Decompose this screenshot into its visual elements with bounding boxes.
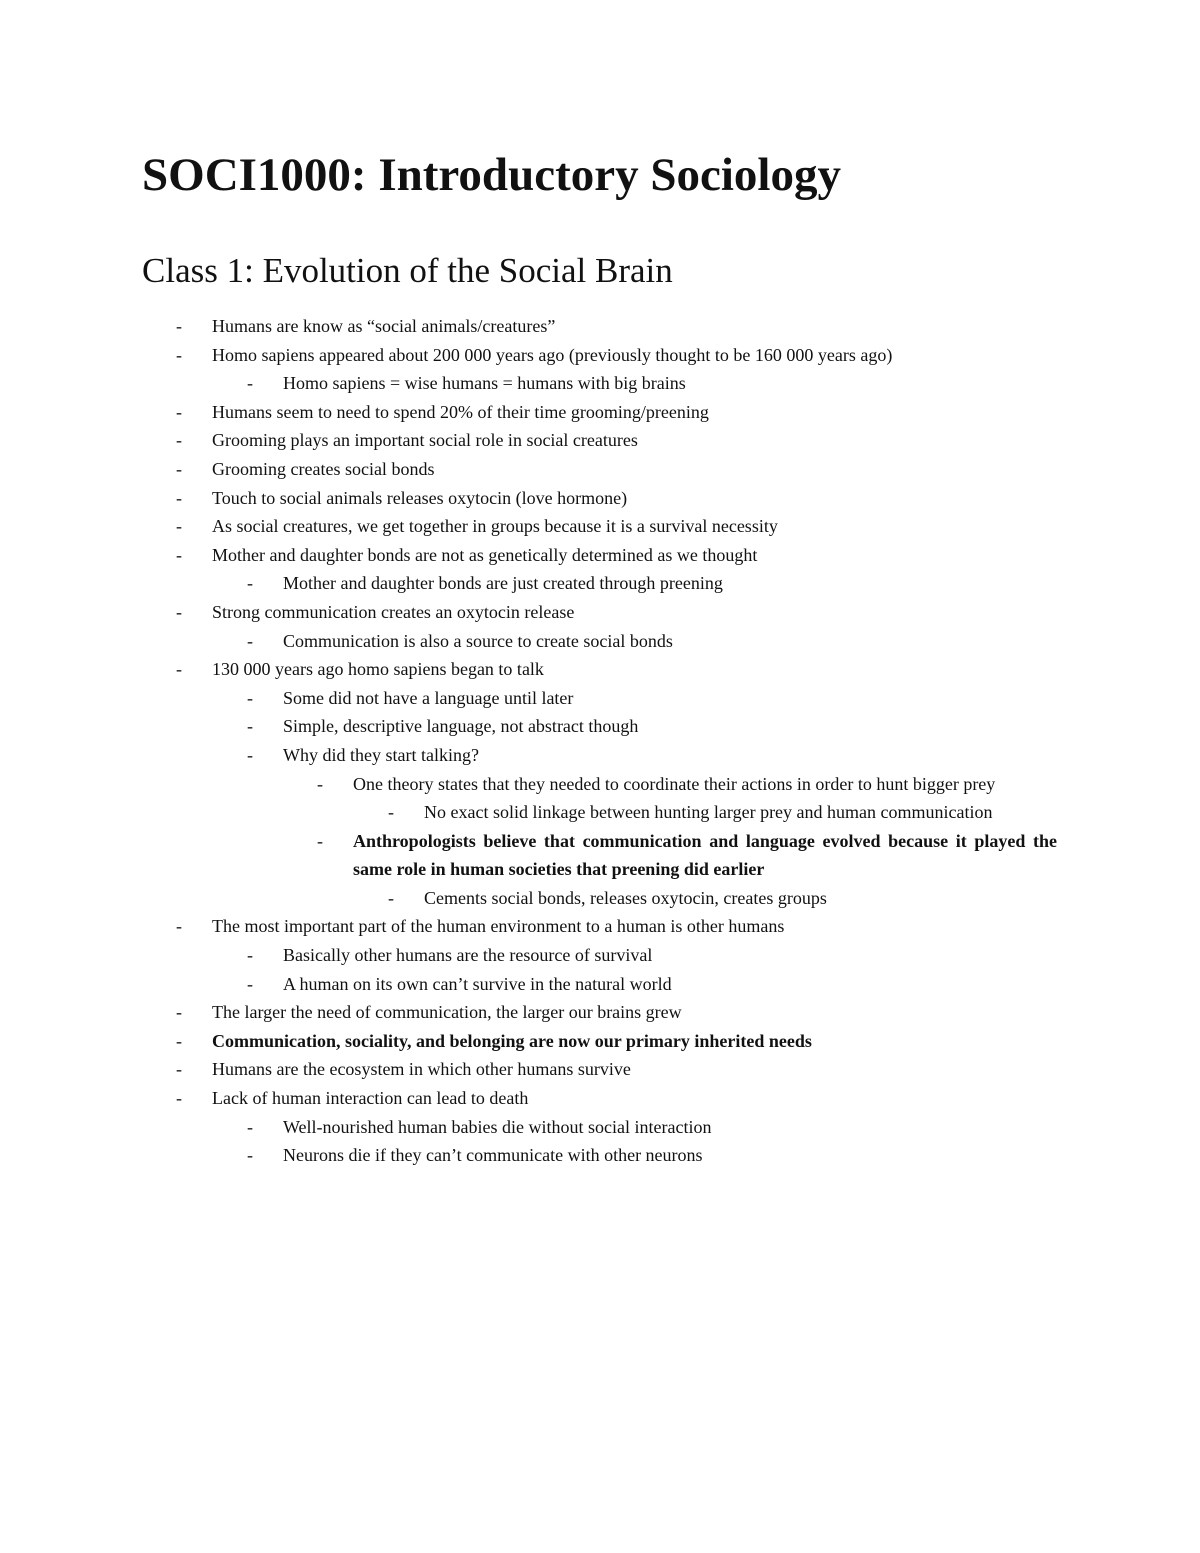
- list-item: [0, 1084, 1200, 1113]
- bullet-marker: -: [247, 630, 253, 651]
- list-item-text: 130 000 years ago homo sapiens began to talk: [212, 659, 544, 680]
- bullet-marker: -: [247, 373, 253, 394]
- bullet-marker: -: [388, 802, 394, 823]
- bullet-marker: -: [176, 601, 182, 622]
- list-item-text: Communication is also a source to create social bonds: [283, 630, 673, 651]
- list-item-text: As social creatures, we get together in groups because it is a survival necessity: [212, 516, 778, 537]
- list-item: [0, 341, 1200, 370]
- list-item: [0, 1027, 1200, 1056]
- list-item: [0, 398, 1200, 427]
- bullet-marker: -: [176, 916, 182, 937]
- bullet-marker: -: [247, 687, 253, 708]
- bullet-marker: -: [176, 1002, 182, 1023]
- bullet-marker: -: [247, 973, 253, 994]
- list-item: [0, 512, 1200, 541]
- list-item: [0, 655, 1200, 684]
- list-item-text: Simple, descriptive language, not abstract though: [283, 716, 639, 737]
- list-item-text: Why did they start talking?: [283, 744, 479, 765]
- bullet-marker: -: [247, 744, 253, 765]
- list-item: [0, 712, 1200, 741]
- list-item: [0, 1113, 1200, 1142]
- list-item: [0, 741, 1200, 770]
- list-item-text: Basically other humans are the resource of survival: [283, 945, 653, 966]
- bullet-marker: -: [176, 487, 182, 508]
- list-item: [0, 484, 1200, 513]
- list-item-text: Mother and daughter bonds are just created through preening: [283, 573, 723, 594]
- list-item: [0, 455, 1200, 484]
- bullet-marker: -: [176, 344, 182, 365]
- bullet-marker: -: [176, 458, 182, 479]
- list-item-text: Communication, sociality, and belonging are now our primary inherited needs: [212, 1030, 812, 1051]
- list-item: [0, 798, 1200, 827]
- bullet-marker: -: [176, 659, 182, 680]
- list-item-text: Touch to social animals releases oxytocin (love hormone): [212, 487, 628, 508]
- notes-list: [0, 312, 1200, 1170]
- list-item: [0, 312, 1200, 341]
- list-item-text: Humans seem to need to spend 20% of their time grooming/preening: [212, 401, 709, 422]
- bullet-marker: -: [176, 1030, 182, 1051]
- list-item: [0, 912, 1200, 941]
- list-item: [0, 569, 1200, 598]
- list-item: [0, 369, 1200, 398]
- list-item-text: The larger the need of communication, the larger our brains grew: [212, 1002, 682, 1023]
- bullet-marker: -: [247, 573, 253, 594]
- list-item: [0, 684, 1200, 713]
- list-item-text: Mother and daughter bonds are not as genetically determined as we thought: [212, 544, 758, 565]
- bullet-marker: -: [317, 830, 323, 851]
- list-item: [0, 884, 1200, 913]
- section-heading: Class 1: Evolution of the Social Brain: [142, 251, 673, 290]
- list-item-text: Strong communication creates an oxytocin release: [212, 601, 575, 622]
- list-item: [0, 770, 1200, 799]
- list-item-text: Grooming creates social bonds: [212, 458, 435, 479]
- list-item-text: A human on its own can’t survive in the natural world: [283, 973, 672, 994]
- list-item: [0, 827, 1200, 884]
- bullet-marker: -: [247, 1116, 253, 1137]
- bullet-marker: -: [247, 716, 253, 737]
- list-item-text: No exact solid linkage between hunting larger prey and human communication: [424, 802, 993, 823]
- bullet-marker: -: [176, 1059, 182, 1080]
- list-item-text: Some did not have a language until later: [283, 687, 574, 708]
- list-item: [0, 998, 1200, 1027]
- list-item-text: Neurons die if they can’t communicate with other neurons: [283, 1145, 703, 1166]
- list-item-text: Humans are know as “social animals/creatures”: [212, 316, 556, 336]
- list-item-text: Anthropologists believe that communication and language evolved because it played the same role in human societies that preening did earlier: [353, 830, 1057, 880]
- bullet-marker: -: [176, 544, 182, 565]
- list-item-text: Cements social bonds, releases oxytocin, creates groups: [424, 887, 827, 908]
- bullet-marker: -: [247, 1145, 253, 1166]
- list-item: [0, 1055, 1200, 1084]
- bullet-marker: -: [388, 887, 394, 908]
- list-item: [0, 941, 1200, 970]
- list-item-text: Well-nourished human babies die without social interaction: [283, 1116, 712, 1137]
- bullet-marker: -: [176, 316, 182, 336]
- bullet-marker: -: [176, 516, 182, 537]
- list-item-text: Humans are the ecosystem in which other humans survive: [212, 1059, 631, 1080]
- document-title: SOCI1000: Introductory Sociology: [142, 149, 841, 201]
- list-item: [0, 541, 1200, 570]
- list-item-text: Lack of human interaction can lead to death: [212, 1088, 529, 1109]
- list-item: [0, 1141, 1200, 1170]
- bullet-marker: -: [176, 430, 182, 451]
- bullet-marker: -: [247, 945, 253, 966]
- list-item-text: One theory states that they needed to coordinate their actions in order to hunt bigger prey: [353, 773, 996, 794]
- list-item: [0, 627, 1200, 656]
- bullet-marker: -: [317, 773, 323, 794]
- list-item-text: Homo sapiens appeared about 200 000 years ago (previously thought to be 160 000 years ago): [212, 344, 893, 365]
- list-item-text: Grooming plays an important social role in social creatures: [212, 430, 638, 451]
- list-item-text: The most important part of the human environment to a human is other humans: [212, 916, 785, 937]
- list-item: [0, 426, 1200, 455]
- bullet-marker: -: [176, 401, 182, 422]
- list-item-text: Homo sapiens = wise humans = humans with big brains: [283, 373, 686, 394]
- list-item: [0, 598, 1200, 627]
- bullet-marker: -: [176, 1088, 182, 1109]
- list-item: [0, 970, 1200, 999]
